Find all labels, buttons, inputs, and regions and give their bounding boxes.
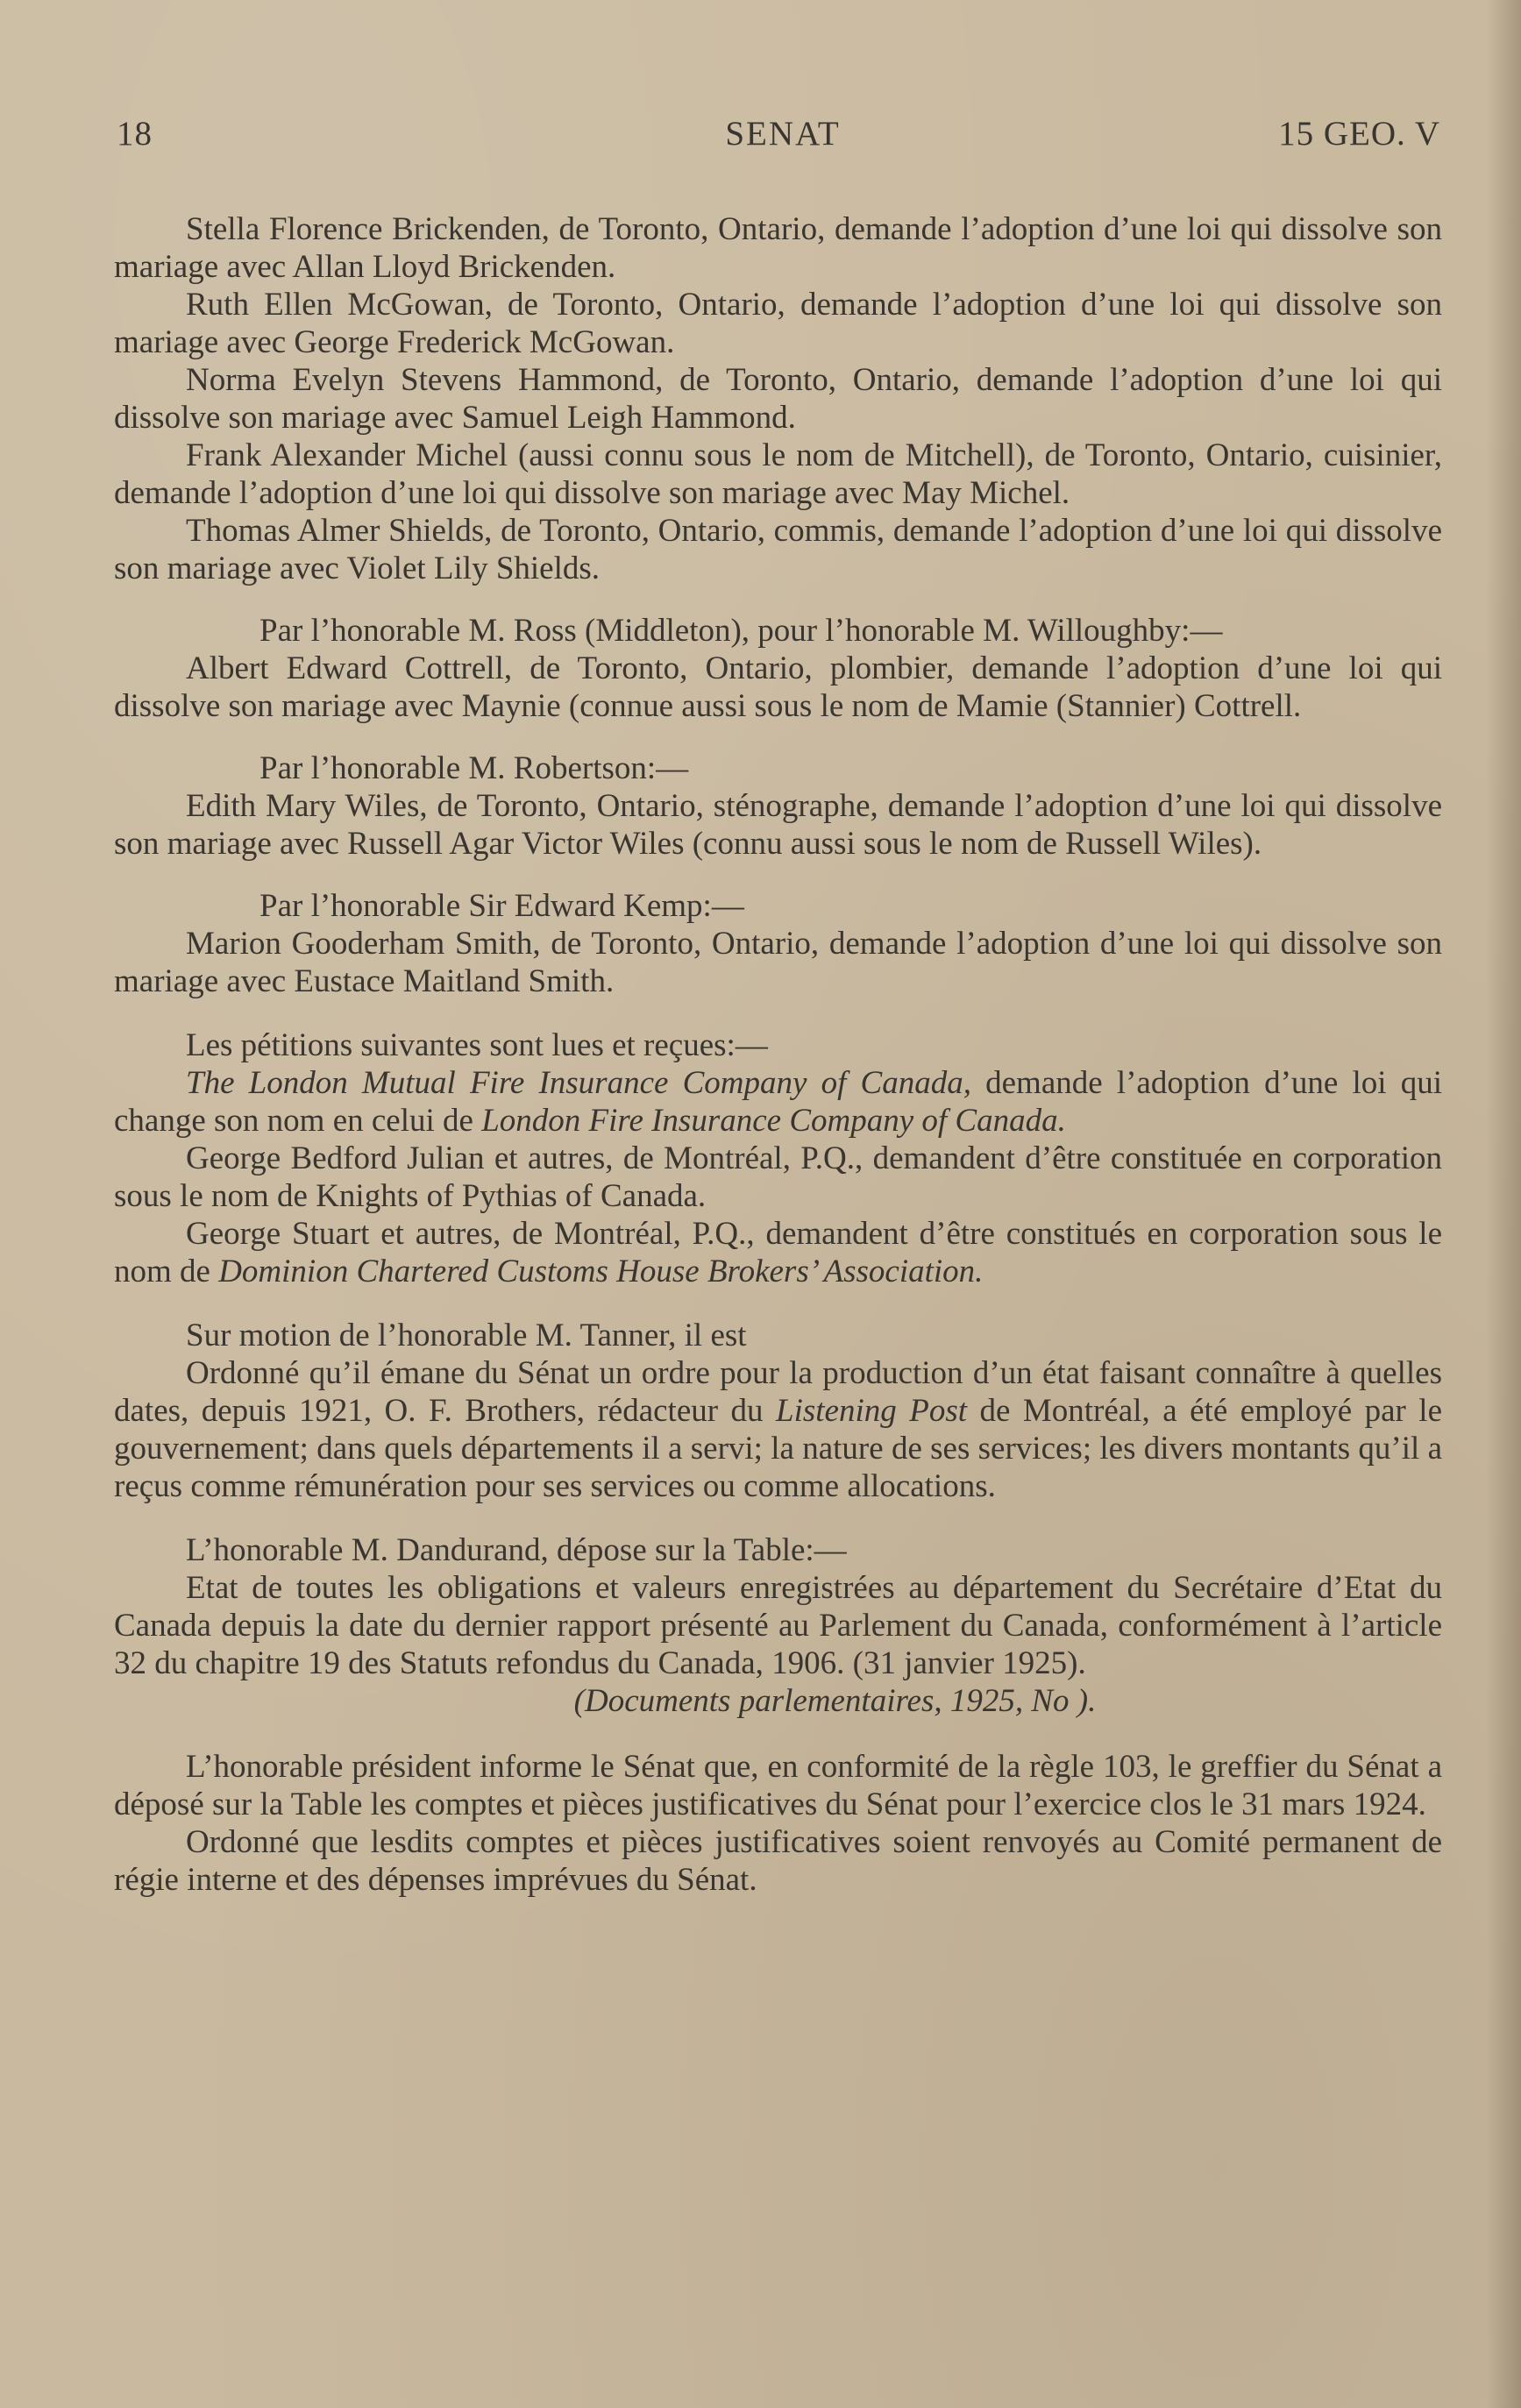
running-header	[117, 114, 1449, 158]
paragraph: L’honorable M. Dandurand, dépose sur la Table:—	[186, 1532, 847, 1568]
petition-text: demande l’adoption d’une loi qui change son nom en celui de	[114, 1065, 1442, 1139]
body-text	[114, 210, 1442, 1899]
paragraph: Edith Mary Wiles, de Toronto, Ontario, sténographe, demande l’adoption d’une loi qui dissolve son mariage avec Russell Agar Victor Wiles (connu aussi sous le nom de Russell Wiles).	[114, 788, 1442, 862]
order-text: Ordonné qu’il émane du Sénat un ordre pour la production d’un état faisant connaître à quelles dates, depuis 1921, O. F. Brothers, rédacteur du	[114, 1355, 1442, 1429]
paragraph: L’honorable président informe le Sénat que, en conformité de la règle 103, le greffier du Sénat a déposé sur la Table les comptes et pièces justificatives du Sénat pour l’exercice clos le 31 mars 1924.	[114, 1749, 1442, 1822]
page-edge-shadow	[1486, 0, 1521, 2408]
paragraph: Norma Evelyn Stevens Hammond, de Toronto, Ontario, demande l’adoption d’une loi qui dissolve son mariage avec Samuel Leigh Hammond.	[114, 362, 1442, 436]
order-text: de Montréal, a été employé par le gouvernement; dans quels départements il a servi; la nature de ses services; les divers montants qu’il a reçus comme rémunération pour ses services ou comme allocations.	[114, 1393, 1442, 1504]
paragraph: Etat de toutes les obligations et valeurs enregistrées au département du Secrétaire d’Etat du Canada depuis la date du dernier rapport présenté au Parlement du Canada, conformément à l’article 32 du chapitre 19 des Statuts refondus du Canada, 1906. (31 janvier 1925).	[114, 1570, 1442, 1681]
order-paragraph	[114, 1354, 1442, 1505]
petition-paragraph	[114, 1215, 1442, 1290]
paragraph: Albert Edward Cottrell, de Toronto, Ontario, plombier, demande l’adoption d’une loi qui dissolve son mariage avec Maynie (connue aussi sous le nom de Mamie (Stannier) Cottrell.	[114, 650, 1442, 724]
regnal-year: 15 GEO. V	[1278, 115, 1440, 153]
petition-text: George Stuart et autres, de Montréal, P.Q., demandent d’être constitués en corporation sous le nom de	[114, 1216, 1442, 1289]
presenter-line: Par l’honorable M. Robertson:—	[259, 750, 689, 786]
presenter-line: Par l’honorable Sir Edward Kemp:—	[259, 888, 744, 924]
paragraph: Les pétitions suivantes sont lues et reçues:—	[186, 1027, 768, 1063]
paragraph: Stella Florence Brickenden, de Toronto, Ontario, demande l’adoption d’une loi qui dissolve son mariage avec Allan Lloyd Brickenden.	[114, 211, 1442, 285]
petition-paragraph	[114, 1064, 1442, 1140]
paragraph: Marion Gooderham Smith, de Toronto, Ontario, demande l’adoption d’une loi qui dissolve son mariage avec Eustace Maitland Smith.	[114, 926, 1442, 999]
publication-name: Listening Post	[776, 1393, 968, 1429]
paragraph: Ordonné que lesdits comptes et pièces justificatives soient renvoyés au Comité permanent de régie interne et des dépenses imprévues du Sénat.	[114, 1824, 1442, 1898]
paragraph: Sur motion de l’honorable M. Tanner, il est	[186, 1318, 747, 1353]
company-name: The London Mutual Fire Insurance Company of Canada,	[186, 1065, 971, 1101]
paragraph: Ruth Ellen McGowan, de Toronto, Ontario, demande l’adoption d’une loi qui dissolve son mariage avec George Frederick McGowan.	[114, 287, 1442, 360]
running-title: SENAT	[725, 115, 841, 153]
new-company-name: London Fire Insurance Company of Canada.	[481, 1103, 1066, 1139]
presenter-line: Par l’honorable M. Ross (Middleton), pour l’honorable M. Willoughby:—	[259, 613, 1223, 649]
association-name: Dominion Chartered Customs House Brokers’ Association.	[218, 1254, 984, 1289]
paragraph: Thomas Almer Shields, de Toronto, Ontario, commis, demande l’adoption d’une loi qui dissolve son mariage avec Violet Lily Shields.	[114, 513, 1442, 586]
document-reference: (Documents parlementaires, 1925, No ).	[573, 1683, 1097, 1719]
page-number: 18	[117, 115, 153, 153]
paragraph: Frank Alexander Michel (aussi connu sous le nom de Mitchell), de Toronto, Ontario, cuisinier, demande l’adoption d’une loi qui dissolve son mariage avec May Michel.	[114, 437, 1442, 511]
paragraph: George Bedford Julian et autres, de Montréal, P.Q., demandent d’être constituée en corporation sous le nom de Knights of Pythias of Canada.	[114, 1140, 1442, 1214]
